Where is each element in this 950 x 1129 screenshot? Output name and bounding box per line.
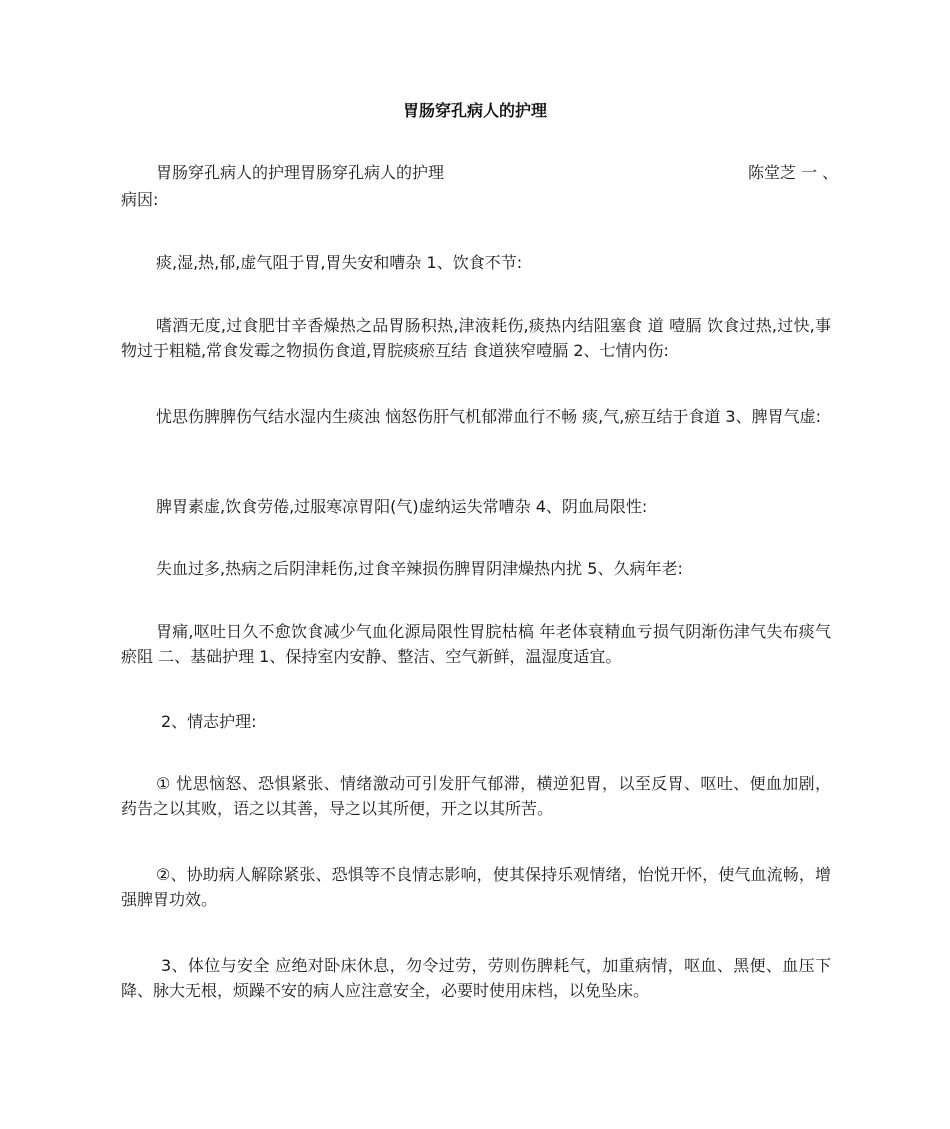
intro-cause-label: 病因: [121,190,159,209]
paragraph-spleen-stomach-deficiency: 脾胃素虚,饮食劳倦,过服寒凉胃阳(气)虚纳运失常嘈杂 4、阴血局限性: [156,497,648,516]
intro-heading-text: 胃肠穿孔病人的护理胃肠穿孔病人的护理 [156,163,445,182]
paragraph-diet-causes: 嗜酒无度,过食肥甘辛香燥热之品胃肠积热,津液耗伤,痰热内结阻塞食 道 噎膈 饮食过热,过快,事物过于粗糙,常食发霉之物损伤食道,胃脘痰瘀互结 食道狭窄噎膈 2、七情内伤: [121,316,831,360]
paragraph-position-and-safety: 3、体位与安全 应绝对卧床休息，勿令过劳，劳则伤脾耗气，加重病情，呕血、黑便、血压下降、脉大无根，烦躁不安的病人应注意安全，必要时使用床档，以免坠床。 [121,956,831,1000]
author-and-section-marker: 陈堂芝 一 、 [748,163,839,182]
document-title: 胃肠穿孔病人的护理 [402,101,547,120]
paragraph-causes-overview: 痰,湿,热,郁,虚气阻于胃,胃失安和嘈杂 1、饮食不节: [156,253,523,272]
paragraph-emotional-care-heading: 2、情志护理: [161,712,257,731]
paragraph-emotional-causes: 忧思伤脾脾伤气结水湿内生痰浊 恼怒伤肝气机郁滞血行不畅 痰,气,瘀互结于食道 3、脾胃气虚: [156,407,822,426]
paragraph-emotional-care-1: ① 忧思恼怒、恐惧紧张、情绪激动可引发肝气郁滞，横逆犯胃，以至反胃、呕吐、便血加剧，药告之以其败，语之以其善，导之以其所便，开之以其所苦。 [121,774,831,818]
paragraph-chronic-illness-and-basic-care: 胃痛,呕吐日久不愈饮食减少气血化源局限性胃脘枯槁 年老体衰精血亏损气阴渐伤津气失布痰气瘀阻 二、基础护理 1、保持室内安静、整洁、空气新鲜，温湿度适宜。 [121,622,831,666]
paragraph-yin-blood: 失血过多,热病之后阴津耗伤,过食辛辣损伤脾胃阴津燥热内扰 5、久病年老: [156,559,683,578]
paragraph-emotional-care-2: ②、协助病人解除紧张、恐惧等不良情志影响，使其保持乐观情绪，怡悦开怀，使气血流畅，增强脾胃功效。 [121,865,831,909]
